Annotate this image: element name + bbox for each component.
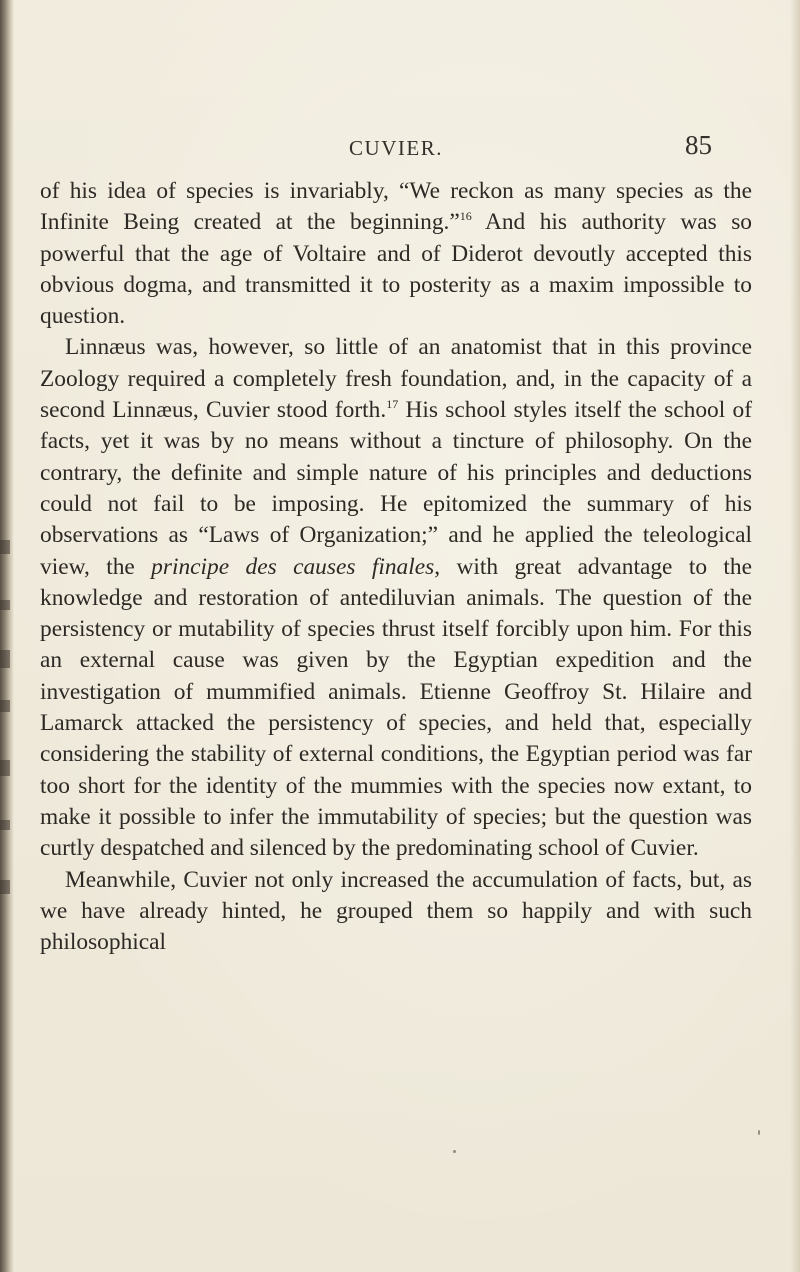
binding-gutter (0, 0, 14, 1272)
text-run: His school styles itself the school of facts, yet it was by no means without a tincture of philosophy. On the contrary, the definite and simple nature of his principles and deductions could not fail to be imposing. He epitomized the summary of his observations as “Laws of Organization;” and he applied the teleological view, the (40, 397, 752, 580)
binding-mark (0, 880, 10, 894)
text-run: , with great advantage to the knowledge and restoration of antediluvian animals. The question of the persistency or mutability of species thrust itself forcibly upon him. For this an external cause was given by the Egyptian expedition and the investigation of mummified animals. Etienne Geoffroy St. Hilaire and Lamarck attacked the persistency of species, and held that, especially considering the stability of external conditions, the Egyptian period was far too short for the identity of the mummies with the species now extant, to make it possible to infer the immutability of species; but the question was curtly despatched and silenced by the predominating school of Cuvier. (40, 553, 752, 862)
paper-speck (453, 1150, 456, 1153)
running-title: CUVIER. (349, 136, 443, 160)
paragraph (40, 865, 752, 959)
page-header (40, 128, 752, 168)
page-number: 85 (685, 130, 712, 160)
text-run: Meanwhile, Cuvier not only increased the accumulation of facts, but, as we have already hinted, he grouped them so happily and with such philosophical (40, 866, 752, 956)
binding-mark (0, 700, 10, 712)
text-run: And his authority was so powerful that the age of Voltaire and of Diderot devoutly accepted this obvious dogma, and transmitted it to posterity as a maxim impossible to question. (40, 209, 752, 330)
binding-mark (0, 540, 10, 554)
paragraph (40, 176, 752, 332)
binding-mark (0, 820, 10, 830)
binding-mark (0, 600, 10, 610)
italic-phrase: principe des causes finales (151, 553, 435, 580)
page-edge (790, 0, 800, 1272)
body-text (40, 176, 752, 958)
footnote-ref: 16 (459, 209, 472, 224)
paragraph (40, 332, 752, 864)
text-run: of his idea of species is invariably, “We reckon as many species as the Infinite Being created at the beginning.” (40, 178, 752, 236)
text-run: Linnæus was, however, so little of an anatomist that in this province Zoology required a completely fresh foundation, and, in the capacity of a second Linnæus, Cuvier stood forth. (40, 334, 752, 424)
footnote-ref: 17 (386, 397, 399, 412)
binding-mark (0, 650, 10, 668)
paper-speck (758, 1130, 760, 1135)
binding-mark (0, 760, 10, 776)
